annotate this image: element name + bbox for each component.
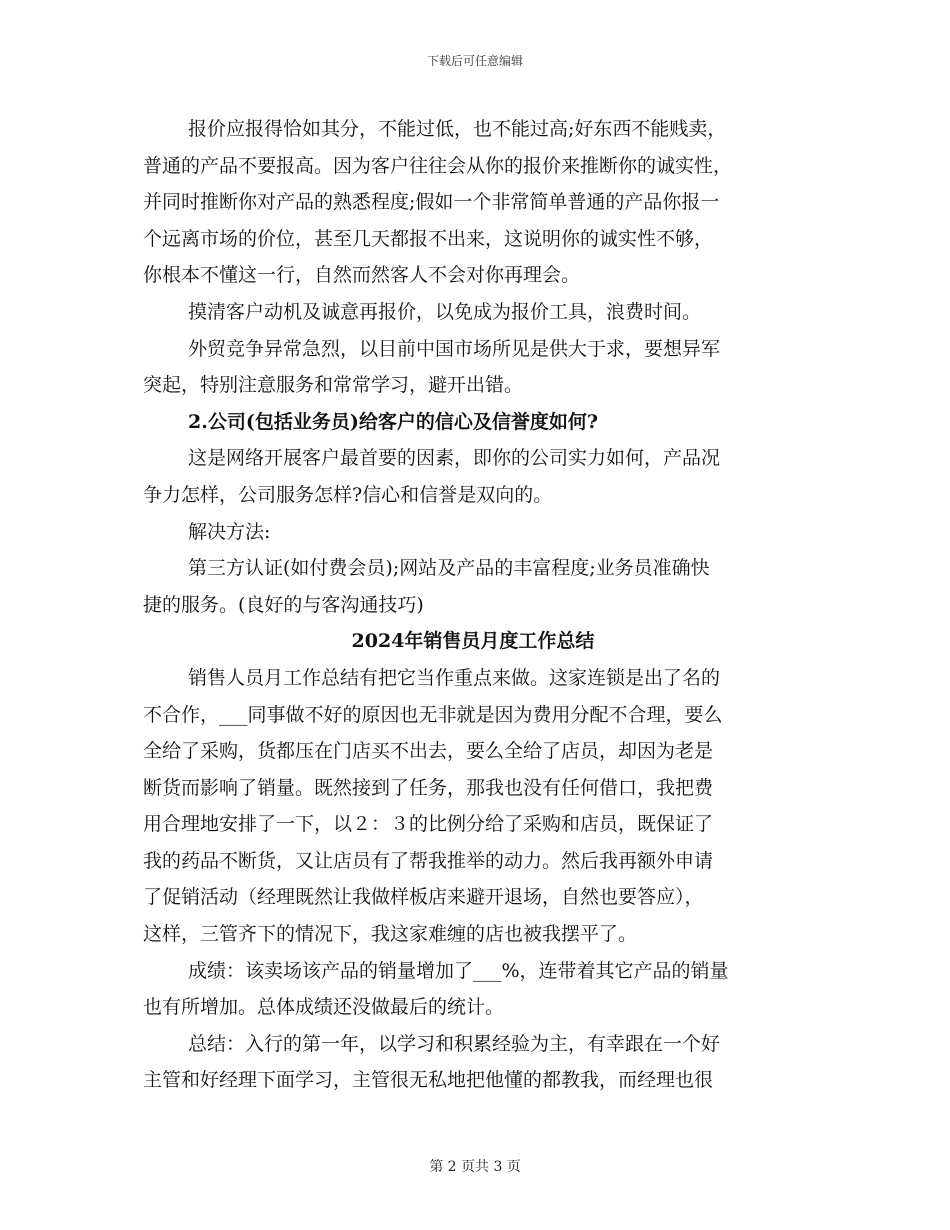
text-line: 我的药品不断货，又让店员有了帮我推举的动力。然后我再额外申请 bbox=[143, 849, 714, 872]
page-header: 下载后可任意编辑 bbox=[426, 54, 523, 68]
text-line: 个远离市场的价位，甚至几天都报不出来，这说明你的诚实性不够， bbox=[143, 227, 714, 250]
text-line: 销售人员月工作总结有把它当作重点来做。这家连锁是出了名的 bbox=[188, 666, 721, 689]
section-title: 2024年销售员月度工作总结 bbox=[351, 630, 595, 653]
text-line: 捷的服务。(良好的与客沟通技巧) bbox=[143, 593, 424, 616]
subheading-line: 2.公司(包括业务员)给客户的信心及信誉度如何? bbox=[188, 410, 598, 433]
text-line: 主管和好经理下面学习，主管很无私地把他懂的都教我，而经理也很 bbox=[143, 1069, 714, 1092]
text-line: 用合理地安排了一下，以２：３的比例分给了采购和店员，既保证了 bbox=[143, 813, 714, 836]
text-line: 这是网络开展客户最首要的因素，即你的公司实力如何，产品况 bbox=[188, 447, 721, 470]
text-line: 你根本不懂这一行，自然而然客人不会对你再理会。 bbox=[143, 264, 581, 287]
text-line: 并同时推断你对产品的熟悉程度;假如一个非常简单普通的产品你报一 bbox=[143, 191, 720, 214]
text-line: 突起，特别注意服务和常常学习，避开出错。 bbox=[143, 374, 524, 397]
text-line: 这样，三管齐下的情况下，我这家难缠的店也被我摆平了。 bbox=[143, 923, 638, 946]
text-line: 断货而影响了销量。既然接到了任务，那我也没有任何借口，我把费 bbox=[143, 776, 714, 799]
text-line: 了促销活动（经理既然让我做样板店来避开退场，自然也要答应）， bbox=[143, 886, 704, 909]
text-line: 第三方认证(如付费会员);网站及产品的丰富程度;业务员准确快 bbox=[188, 557, 710, 580]
text-line: 也有所增加。总体成绩还没做最后的统计。 bbox=[143, 996, 505, 1019]
text-line: 解决方法: bbox=[188, 520, 271, 543]
text-line: 总结：入行的第一年，以学习和积累经验为主，有幸跟在一个好 bbox=[188, 1032, 721, 1055]
text-line: 外贸竞争异常急烈，以目前中国市场所见是供大于求，要想异军 bbox=[188, 337, 721, 360]
page-footer: 第 2 页共 3 页 bbox=[429, 1159, 521, 1175]
document-body bbox=[143, 111, 803, 1099]
text-line: 摸清客户动机及诚意再报价，以免成为报价工具，浪费时间。 bbox=[188, 300, 702, 323]
text-line: 普通的产品不要报高。因为客户往往会从你的报价来推断你的诚实性， bbox=[143, 154, 733, 177]
text-line: 成绩：该卖场该产品的销量增加了___%，连带着其它产品的销量 bbox=[188, 959, 729, 982]
text-line: 不合作，___同事做不好的原因也无非就是因为费用分配不合理，要么 bbox=[143, 703, 723, 726]
text-line: 争力怎样，公司服务怎样?信心和信誉是双向的。 bbox=[143, 483, 553, 506]
text-line: 报价应报得恰如其分，不能过低，也不能过高;好东西不能贱卖， bbox=[188, 118, 727, 140]
text-line: 全给了采购，货都压在门店买不出去，要么全给了店员，却因为老是 bbox=[143, 740, 714, 763]
